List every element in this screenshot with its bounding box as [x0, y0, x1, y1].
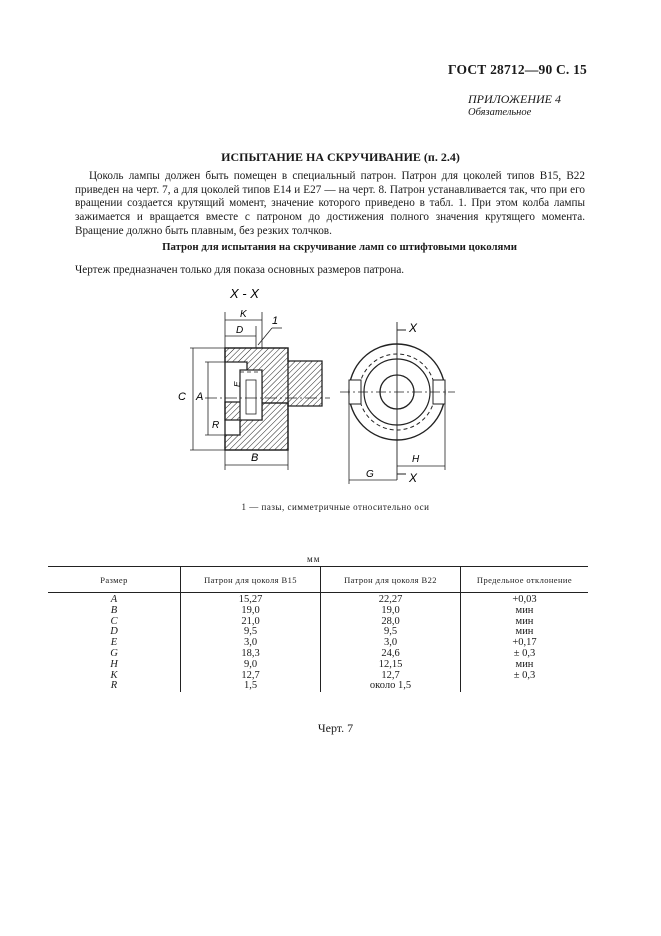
cell-b15: 3,0 [181, 638, 321, 649]
cell-tolerance: мин [461, 660, 589, 671]
header-b22: Патрон для цоколя B22 [321, 567, 461, 593]
cell-size: G [110, 647, 118, 659]
body-text: Цоколь лампы должен быть помещен в специальный патрон. Патрон для цоколей типов B15, B22 приведен на черт. 7, а для цоколей типов E14 и E27 — на черт. 8. Патрон устанавливается так, что при его вращении создается крутящий момент, значение которого приведено в табл. 1. При этом колба лампы зажимается и вращается вместе с патроном до достижения полного значения крутящего момента. Вращение должно быть плавным, без резких толчков. [75, 170, 585, 237]
cell-size: R [110, 680, 118, 692]
cell-tolerance: ± 0,3 [461, 649, 589, 660]
table-row [48, 649, 588, 660]
appendix-status: Обязательное [468, 107, 532, 118]
cell-size: C [110, 615, 118, 627]
cell-b22: 12,15 [321, 660, 461, 671]
section-paragraph [75, 170, 585, 239]
cell-b15: 9,5 [181, 627, 321, 638]
cell-b15: 18,3 [181, 649, 321, 660]
header-tolerance: Предельное отклонение [461, 567, 589, 593]
header-b15: Патрон для цоколя B15 [181, 567, 321, 593]
figure-label: Черт. 7 [317, 721, 354, 735]
label-d: D [236, 325, 244, 336]
cell-b15: 9,0 [181, 660, 321, 671]
cell-size: E [110, 637, 118, 649]
cell-size: H [110, 658, 118, 670]
table-row [48, 681, 588, 692]
table-row [48, 606, 588, 617]
cell-size: A [110, 594, 118, 605]
dimensions-table [48, 566, 588, 692]
cell-tolerance: ± 0,3 [461, 671, 589, 682]
cell-tolerance: мин [461, 606, 589, 617]
cell-b15: 15,27 [181, 593, 321, 606]
table-row [48, 627, 588, 638]
cell-size: D [110, 626, 118, 638]
cell-tolerance: мин [461, 627, 589, 638]
label-h: H [412, 454, 420, 465]
label-e: E [232, 381, 242, 387]
label-1: 1 [272, 315, 279, 327]
table-unit: мм [307, 554, 321, 564]
cell-b22: 24,6 [321, 649, 461, 660]
cell-b22: 12,7 [321, 671, 461, 682]
section-title: ИСПЫТАНИЕ НА СКРУЧИВАНИЕ (п. 2.4) [221, 150, 460, 164]
page-header: ГОСТ 28712—90 С. 15 [448, 62, 587, 77]
label-x-bottom: X [409, 471, 418, 485]
cell-b22: около 1,5 [321, 681, 461, 692]
label-c: C [178, 391, 186, 403]
label-r: R [212, 420, 220, 431]
header-size: Размер [48, 567, 181, 593]
section-view-label: X - X [230, 286, 259, 301]
cell-b22: 3,0 [321, 638, 461, 649]
label-a: A [196, 391, 204, 403]
section-view [178, 309, 330, 470]
drawing-note: Чертеж предназначен только для показа основных размеров патрона. [75, 264, 405, 276]
subsection-title: Патрон для испытания на скручивание ламп со штифтовыми цоколями [162, 241, 517, 253]
cell-tolerance: мин [461, 617, 589, 628]
cell-b15: 12,7 [181, 671, 321, 682]
label-b: B [251, 452, 259, 464]
cell-b22: 19,0 [321, 606, 461, 617]
front-view [340, 321, 455, 485]
table-row [48, 660, 588, 671]
table-row [48, 617, 588, 628]
drawing-caption: 1 — пазы, симметричные относительно оси [241, 502, 430, 512]
cell-tolerance [461, 681, 589, 692]
cell-size: B [110, 604, 118, 616]
table-row [48, 638, 588, 649]
technical-drawing [0, 280, 661, 505]
table-row [48, 593, 588, 606]
cell-b15: 19,0 [181, 606, 321, 617]
label-k: K [240, 309, 247, 320]
appendix-title: ПРИЛОЖЕНИЕ 4 [468, 92, 561, 106]
cell-b15: 21,0 [181, 617, 321, 628]
cell-b22: 9,5 [321, 627, 461, 638]
label-x-top: X [409, 321, 418, 335]
cell-size: K [110, 669, 118, 681]
cell-b22: 22,27 [321, 593, 461, 606]
cell-tolerance: +0,03 [461, 593, 589, 606]
cell-tolerance: +0,17 [461, 638, 589, 649]
table-header-row [48, 567, 588, 593]
table-row [48, 671, 588, 682]
appendix-label [468, 92, 561, 120]
cell-b15: 1,5 [181, 681, 321, 692]
cell-b22: 28,0 [321, 617, 461, 628]
label-g: G [366, 469, 374, 480]
